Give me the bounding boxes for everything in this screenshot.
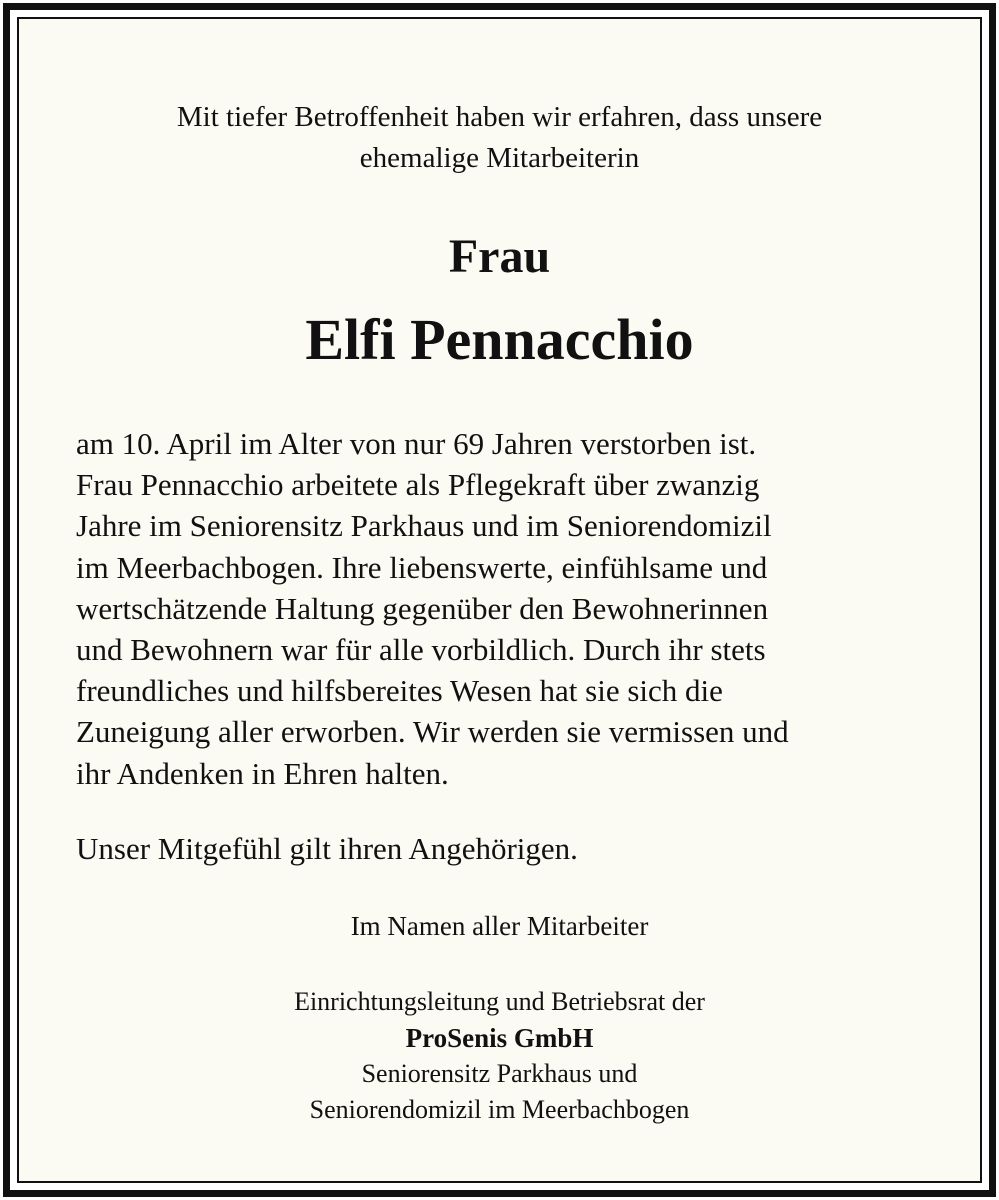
- sympathy-line: Unser Mitgefühl gilt ihren Angehörigen.: [76, 831, 578, 866]
- body-line: freundliches und hilfsbereites Wesen hat sie sich die: [76, 673, 723, 709]
- company-name: ProSenis GmbH: [405, 1023, 594, 1053]
- intro-line: ehemalige Mitarbeiterin: [359, 142, 640, 174]
- signature-intro: Einrichtungsleitung und Betriebsrat der: [294, 987, 705, 1016]
- signature-block: [19, 984, 980, 1128]
- body-line: im Meerbachbogen. Ihre liebenswerte, einfühlsame und: [76, 549, 768, 585]
- outer-border-frame: [3, 3, 996, 1197]
- intro-line: Mit tiefer Betroffenheit haben wir erfahren, dass unsere: [176, 101, 823, 133]
- body-line: wertschätzende Haltung gegenüber den Bewohnerinnen: [76, 590, 769, 626]
- body-line: Zuneigung aller erworben. Wir werden sie vermissen und: [76, 714, 789, 750]
- deceased-salutation: Frau: [448, 230, 551, 283]
- on-behalf-line: Im Namen aller Mitarbeiter: [350, 911, 649, 941]
- body-line: und Bewohnern war für alle vorbildlich. Durch ihr stets: [76, 632, 766, 668]
- obituary-body: [76, 423, 789, 794]
- facility-line: Seniorensitz Parkhaus und: [361, 1059, 638, 1088]
- body-line: ihr Andenken in Ehren halten.: [76, 755, 449, 791]
- facility-line: Seniorendomizil im Meerbachbogen: [309, 1095, 690, 1124]
- body-line: am 10. April im Alter von nur 69 Jahren verstorben ist.: [76, 426, 757, 461]
- inner-border-frame: [17, 17, 982, 1183]
- body-line: Frau Pennacchio arbeitete als Pflegekraft über zwanzig: [76, 467, 760, 503]
- body-line: Jahre im Seniorensitz Parkhaus und im Seniorendomizil: [76, 508, 772, 544]
- deceased-name: Elfi Pennacchio: [305, 307, 694, 372]
- intro-text: [19, 97, 980, 179]
